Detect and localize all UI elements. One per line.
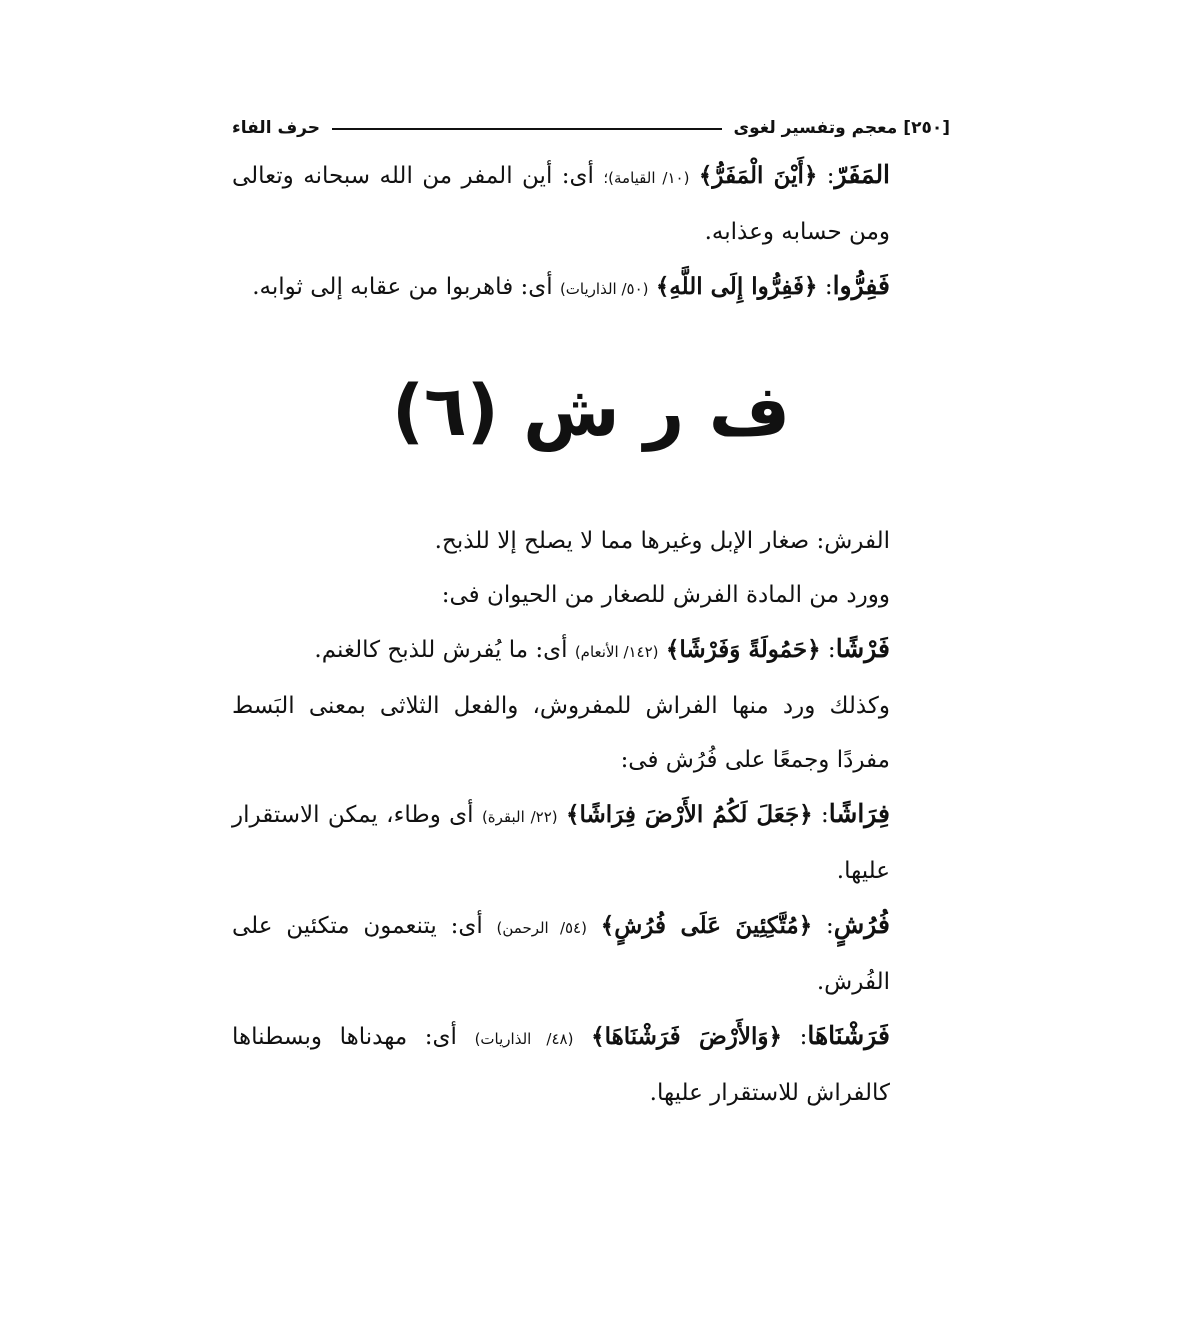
root-title: ف ر ش (٦): [391, 370, 791, 452]
entry-ayah: ﴿أَيْنَ الْمَفَرُّ﴾: [698, 162, 818, 189]
entry-ayah: ﴿وَالأَرْضَ فَرَشْنَاهَا﴾: [591, 1023, 782, 1050]
entry-reference: (٥٤/ الرحمن): [496, 919, 587, 937]
intro-line-usage: وورد من المادة الفرش للصغار من الحيوان فى:: [441, 582, 890, 608]
entry-reference: (١٤٢/ الأنعام): [574, 643, 659, 661]
book-title: معجم وتفسير لغوى: [733, 118, 898, 138]
page-number: [٢٥٠]: [903, 118, 950, 138]
entry-ayah: ﴿مُتَّكِئِينَ عَلَى فُرُشٍ﴾: [600, 912, 813, 939]
entry-farashnaha: فَرَشْنَاهَا: ﴿وَالأَرْضَ فَرَشْنَاهَا﴾ (٤٨/ الذاريات) أى: مهدناها وبسطناها كالفراش للاستقرار عليها.: [232, 1021, 890, 1106]
book-page: [232, 108, 950, 1120]
section-title: حرف الفاء: [232, 118, 321, 138]
intro-line-definition: الفرش: صغار الإبل وغيرها مما لا يصلح إلا للذبح.: [434, 528, 890, 554]
entry-furush: فُرُشٍ: ﴿مُتَّكِئِينَ عَلَى فُرُشٍ﴾ (٥٤/ الرحمن) أى: يتنعمون متكئين على الفُرش.: [232, 910, 891, 995]
entry-fafirru: فَفِرُّوا: ﴿فَفِرُّوا إِلَى اللَّهِ﴾ (٥٠/ الذاريات) أى: فاهربوا من عقابه إلى ثوابه.: [252, 271, 890, 300]
entry-ayah: ﴿حَمُولَةً وَفَرْشًا﴾: [665, 636, 821, 663]
entry-firashan: فِرَاشًا: ﴿جَعَلَ لَكُمُ الأَرْضَ فِرَاشًا﴾ (٢٢/ البقرة) أى وطاء، يمكن الاستقرار عليها.: [232, 799, 891, 884]
entry-gloss: أى: يتنعمون متكئين على الفُرش.: [232, 913, 890, 995]
entry-farshan: فَرْشًا: ﴿حَمُولَةً وَفَرْشًا﴾ (١٤٢/ الأنعام) أى: ما يُفرش للذبح كالغنم.: [314, 634, 890, 663]
entry-term: فَفِرُّوا: [832, 271, 890, 300]
header-rule: [332, 128, 722, 130]
entry-term: فُرُشٍ: [833, 910, 891, 939]
entry-reference: (٥٠/ الذاريات): [559, 280, 649, 298]
entry-term: فَرَشْنَاهَا: [807, 1021, 890, 1050]
entry-gloss: أى: ما يُفرش للذبح كالغنم.: [314, 637, 568, 663]
entry-reference: (٤٨/ الذاريات): [474, 1030, 574, 1048]
entry-term: فَرْشًا: [835, 634, 890, 663]
running-header: [232, 108, 950, 148]
entry-ayah: ﴿فَفِرُّوا إِلَى اللَّهِ﴾: [655, 273, 818, 300]
entry-reference: (١٠/ القيامة)؛: [603, 169, 690, 187]
entry-reference: (٢٢/ البقرة): [481, 808, 558, 826]
entry-almafar: المَفَرّ: ﴿أَيْنَ الْمَفَرُّ﴾ (١٠/ القيامة)؛ أى: أين المفر من الله سبحانه وتعالى ومن حسابه وعذابه.: [232, 160, 891, 245]
entry-ayah: ﴿جَعَلَ لَكُمُ الأَرْضَ فِرَاشًا﴾: [566, 801, 813, 828]
entry-term: المَفَرّ: [834, 160, 891, 189]
entry-gloss: أى: فاهربوا من عقابه إلى ثوابه.: [252, 274, 553, 300]
entry-gloss: أى: أين المفر من الله سبحانه وتعالى ومن حسابه وعذابه.: [232, 163, 890, 245]
entry-gloss: أى وطاء، يمكن الاستقرار عليها.: [232, 802, 890, 884]
middle-paragraph: وكذلك ورد منها الفراش للمفروش، والفعل الثلاثى بمعنى البَسط مفردًا وجمعًا على فُرُش فى:: [232, 693, 890, 773]
entry-term: فِرَاشًا: [828, 799, 891, 828]
entry-gloss: أى: مهدناها وبسطناها كالفراش للاستقرار عليها.: [232, 1024, 890, 1106]
